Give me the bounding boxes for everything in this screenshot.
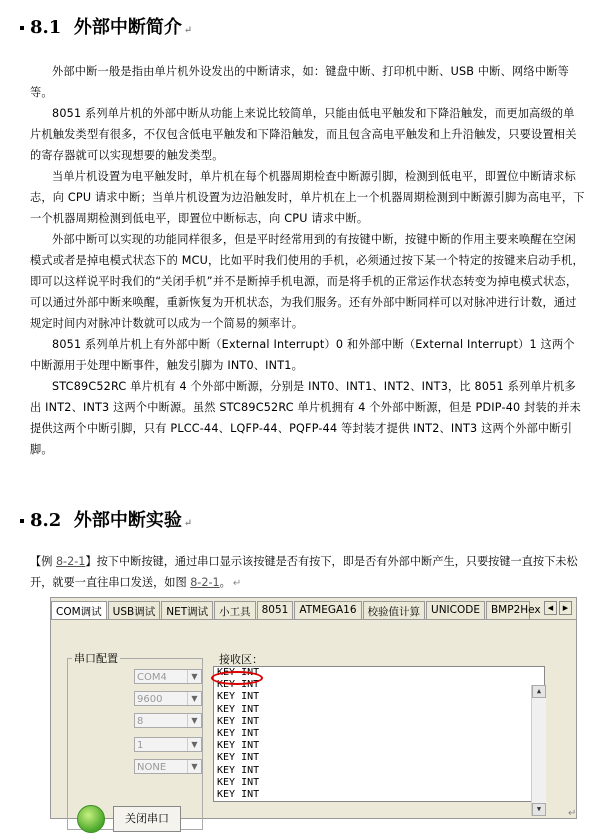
section-heading-8-1 xyxy=(20,13,192,39)
paragraph-1: 外部中断一般是指由单片机外设发出的中断请求，如：键盘中断、打印机中断、USB 中断、网络中断等等。 xyxy=(30,65,569,99)
example-end: 。 xyxy=(219,576,231,589)
section-title: 外部中断实验 xyxy=(73,510,182,531)
parity-select[interactable] xyxy=(134,759,202,774)
stopbits-select[interactable] xyxy=(134,737,202,752)
serial-assistant-window xyxy=(50,597,577,825)
receive-line: KEY INT xyxy=(217,740,260,752)
receive-line: KEY INT xyxy=(217,691,260,703)
receive-scrollbar[interactable] xyxy=(531,685,546,816)
baud-select[interactable] xyxy=(134,691,202,706)
section-title: 外部中断简介 xyxy=(73,17,182,38)
receive-title: 接收区： xyxy=(219,653,263,666)
paragraph-5: 8051 系列单片机上有外部中断（External Interrupt）0 和外部中断（External Interrupt）1 这两个中断源用于处理中断事件，触发引脚为 INT0、INT1。 xyxy=(30,338,575,372)
section-number: 8.2 xyxy=(30,510,62,531)
heading-bullet-icon xyxy=(20,26,24,30)
close-port-button[interactable]: 关闭串口 xyxy=(113,806,181,832)
stopbits-value: 1 xyxy=(137,740,144,751)
receive-area xyxy=(211,651,563,832)
example-ref: 8-2-1 xyxy=(55,555,86,568)
receive-line: KEY INT xyxy=(217,715,260,727)
paragraph-mark: ↵ xyxy=(232,578,242,589)
paragraph-2: 8051 系列单片机的外部中断从功能上来说比较简单，只能由低电平触发和下降沿触发，而更加高级的单片机触发类型有很多，不仅包含低电平触发和下降沿触发，而且包含高电平触发和上升沿触发，只要设置相关的寄存器就可以实现想要的触发类型。 xyxy=(30,107,577,162)
scroll-down-icon[interactable]: ▼ xyxy=(532,803,546,816)
serial-config-group xyxy=(67,652,203,830)
parity-value: NONE xyxy=(137,762,167,773)
receive-line: KEY INT xyxy=(217,764,260,776)
receive-line: KEY INT xyxy=(217,667,260,678)
receive-line: KEY INT xyxy=(217,752,260,764)
paragraph-3: 当单片机设置为电平触发时，单片机在每个机器周期检查中断源引脚，检测到低电平，即置位中断请求标志，向 CPU 请求中断；当单片机设置为边沿触发时，单片机在上一个机器周期检测到中断源引脚为高电平，下一个机器周期检测到低电平，即置位中断标志，向 CPU 请求中断。 xyxy=(30,170,585,225)
databits-select[interactable] xyxy=(134,713,202,728)
heading-bullet-icon xyxy=(20,519,24,523)
chevron-down-icon: ▼ xyxy=(187,714,201,727)
scroll-up-icon[interactable]: ▲ xyxy=(532,685,546,698)
highlight-annotation xyxy=(211,671,263,685)
intro-body xyxy=(30,61,585,460)
tab-tools[interactable]: 小工具 xyxy=(214,601,256,619)
example-open: 【例 xyxy=(30,555,56,568)
com-panel xyxy=(51,619,576,825)
tab-bar xyxy=(51,601,576,619)
tab-net[interactable]: NET调试 xyxy=(161,601,213,619)
paragraph-mark: ↵ xyxy=(183,518,193,529)
receive-textbox[interactable] xyxy=(213,666,545,813)
paragraph-6: STC89C52RC 单片机有 4 个外部中断源，分别是 INT0、INT1、INT2、INT3，比 8051 系列单片机多出 INT2、INT3 这两个中断源。虽然 STC89C52RC 单片机拥有 4 个外部中断源，但是 PDIP-40 封装的并未提供这两个中断引脚，只有 PLCC-44、LQFP-44、PQFP-44 等封装才提供 INT2、INT3 这两个外部中断引脚。 xyxy=(30,380,582,456)
receive-line: KEY INT xyxy=(217,728,260,740)
tab-unicode[interactable]: UNICODE xyxy=(426,601,485,619)
port-value: COM4 xyxy=(137,672,167,683)
tab-checksum[interactable]: 校验值计算 xyxy=(363,601,426,619)
chevron-down-icon: ▼ xyxy=(187,760,201,773)
chevron-down-icon: ▼ xyxy=(187,738,201,751)
tab-atmega16[interactable]: ATMEGA16 xyxy=(294,601,361,619)
serial-config-title: 串口配置 xyxy=(74,652,118,665)
tab-scroll-arrows xyxy=(544,601,572,615)
figure-ref: 8-2-1 xyxy=(190,576,220,589)
tab-usb[interactable]: USB调试 xyxy=(108,601,161,619)
databits-value: 8 xyxy=(137,716,144,727)
receive-line: KEY INT xyxy=(217,703,260,715)
example-paragraph xyxy=(30,551,590,594)
chevron-down-icon: ▼ xyxy=(187,670,201,683)
receive-line: KEY INT xyxy=(217,789,260,801)
chevron-down-icon: ▼ xyxy=(187,692,201,705)
port-status-icon[interactable] xyxy=(77,805,105,833)
section-heading-8-2 xyxy=(20,506,192,532)
tab-right-icon[interactable]: ▶ xyxy=(559,601,572,615)
section-number: 8.1 xyxy=(30,17,62,38)
example-close: 】 xyxy=(85,555,97,568)
paragraph-4: 外部中断可以实现的功能同样很多，但是平时经常用到的有按键中断，按键中断的作用主要来唤醒在空闲模式或者是掉电模式状态下的 MCU，比如平时我们使用的手机，必须通过按下某一个特定的按键来启动手机，即可以这样说平时我们的“关闭手机”并不是断掉手机电源，而是将手机的正常运作状态转变为掉电模式状态，可以通过外部中断来唤醒，重新恢复为开机状态，为我们服务。还有外部中断同样可以对脉冲进行计数，通过规定时间内对脉冲计数就可以成为一个简易的频率计。 xyxy=(30,233,584,330)
paragraph-mark: ↵ xyxy=(568,808,577,819)
port-select[interactable] xyxy=(134,669,202,684)
tab-left-icon[interactable]: ◀ xyxy=(544,601,557,615)
receive-line: KEY INT xyxy=(217,776,260,788)
tab-bmp2hex[interactable]: BMP2Hex xyxy=(486,601,530,619)
baud-value: 9600 xyxy=(137,694,163,705)
example-text: 按下中断按键，通过串口显示该按键是否有按下，即是否有外部中断产生，只要按键一直按下未松开，就要一直往串口发送，如图 xyxy=(30,555,578,589)
paragraph-mark: ↵ xyxy=(183,25,193,36)
tab-8051[interactable]: 8051 xyxy=(257,601,294,619)
receive-line: KEY INT xyxy=(217,679,260,691)
tab-com[interactable]: COM调试 xyxy=(51,601,107,619)
